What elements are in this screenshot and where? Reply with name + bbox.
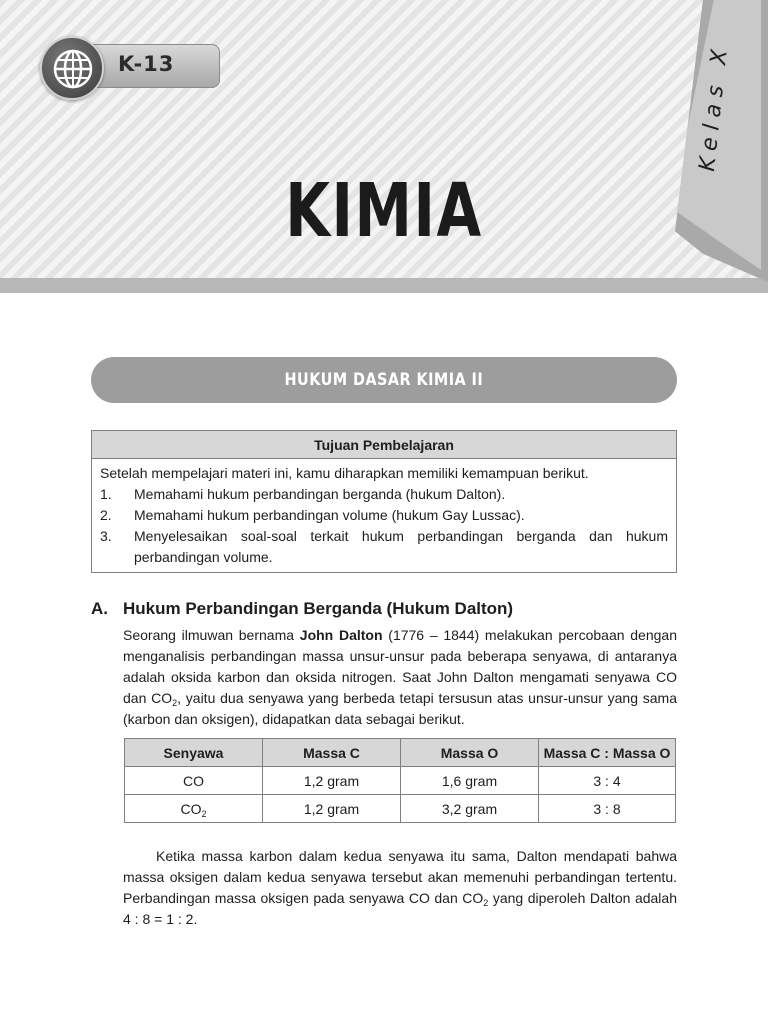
section-a-heading (91, 599, 513, 619)
objective-item (100, 505, 668, 526)
cell-mass-c: 1,2 gram (263, 795, 401, 823)
cell-mass-o: 1,6 gram (401, 767, 539, 795)
p1-text-b: (1776 – 1844) melakukan percobaan dengan menganalisis perbandingan massa unsur-unsur pada beberapa senyawa, di antaranya adalah oksida karbon dan oksida nitrogen. Saat John Dalton mengamati senyawa CO dan CO (123, 627, 677, 706)
p2-text-a: Ketika massa karbon dalam kedua senyawa itu sama, Dalton mendapati bahwa massa oksigen dalam kedua senyawa tersebut akan memenuhi perbandingan tertentu. Perbandingan massa oksigen pada senyawa CO dan CO (123, 848, 677, 906)
col-header: Massa C : Massa O (539, 739, 676, 767)
chapter-title: HUKUM DASAR KIMIA II (284, 370, 484, 390)
objectives-intro: Setelah mempelajari materi ini, kamu diharapkan memiliki kemampuan berikut. (100, 465, 589, 481)
objective-number: 3. (100, 528, 112, 544)
col-header: Senyawa (125, 739, 263, 767)
section-letter: A. (91, 599, 108, 618)
compound-formula: CO (180, 800, 202, 817)
formula-subscript: 2 (201, 808, 207, 819)
intro-paragraph (123, 625, 677, 730)
cell-compound (125, 795, 263, 823)
col-header: Massa C (263, 739, 401, 767)
col-header: Massa O (401, 739, 539, 767)
globe-icon (40, 36, 104, 100)
badge-label: K-13 (118, 52, 175, 76)
table-row (125, 767, 676, 795)
side-tab-label: Kelas X (695, 41, 734, 173)
cell-mass-c: 1,2 gram (263, 767, 401, 795)
objective-text: Menyelesaikan soal-soal terkait hukum perbandingan berganda dan hukum perbandingan volume. (134, 528, 668, 565)
objective-number: 2. (100, 507, 112, 523)
subject-title: KIMIA (285, 168, 483, 254)
p1-text-c: , yaitu dua senyawa yang berbeda tetapi tersusun atas unsur-unsur yang sama (karbon dan oksigen), didapatkan data sebagai berikut. (123, 690, 677, 727)
table-row (125, 795, 676, 823)
header-band (0, 278, 768, 293)
objectives-body (92, 459, 676, 568)
conclusion-paragraph (123, 846, 677, 930)
cell-mass-o: 3,2 gram (401, 795, 539, 823)
objective-item (100, 484, 668, 505)
objective-item (100, 526, 668, 568)
objectives-heading: Tujuan Pembelajaran (92, 431, 676, 459)
data-table (124, 738, 676, 823)
section-title: Hukum Perbandingan Berganda (Hukum Dalton) (123, 599, 514, 618)
objective-text: Memahami hukum perbandingan volume (hukum Gay Lussac). (134, 507, 525, 523)
chapter-title-bar (91, 357, 677, 403)
cell-compound (125, 767, 263, 795)
cell-ratio: 3 : 8 (539, 795, 676, 823)
objective-number: 1. (100, 486, 112, 502)
objective-text: Memahami hukum perbandingan berganda (hukum Dalton). (134, 486, 506, 502)
p2-text-b: yang diperoleh Dalton adalah 4 : 8 = 1 : 2. (123, 890, 677, 927)
curriculum-badge (40, 36, 190, 100)
compound-formula: CO (183, 772, 204, 789)
cell-ratio: 3 : 4 (539, 767, 676, 795)
learning-objectives-box (91, 430, 677, 573)
p1-subscript: 2 (172, 698, 178, 708)
p1-text-a: Seorang ilmuwan bernama (123, 627, 300, 643)
table-header-row (125, 739, 676, 767)
scientist-name: John Dalton (299, 627, 383, 643)
p2-subscript: 2 (483, 898, 489, 908)
